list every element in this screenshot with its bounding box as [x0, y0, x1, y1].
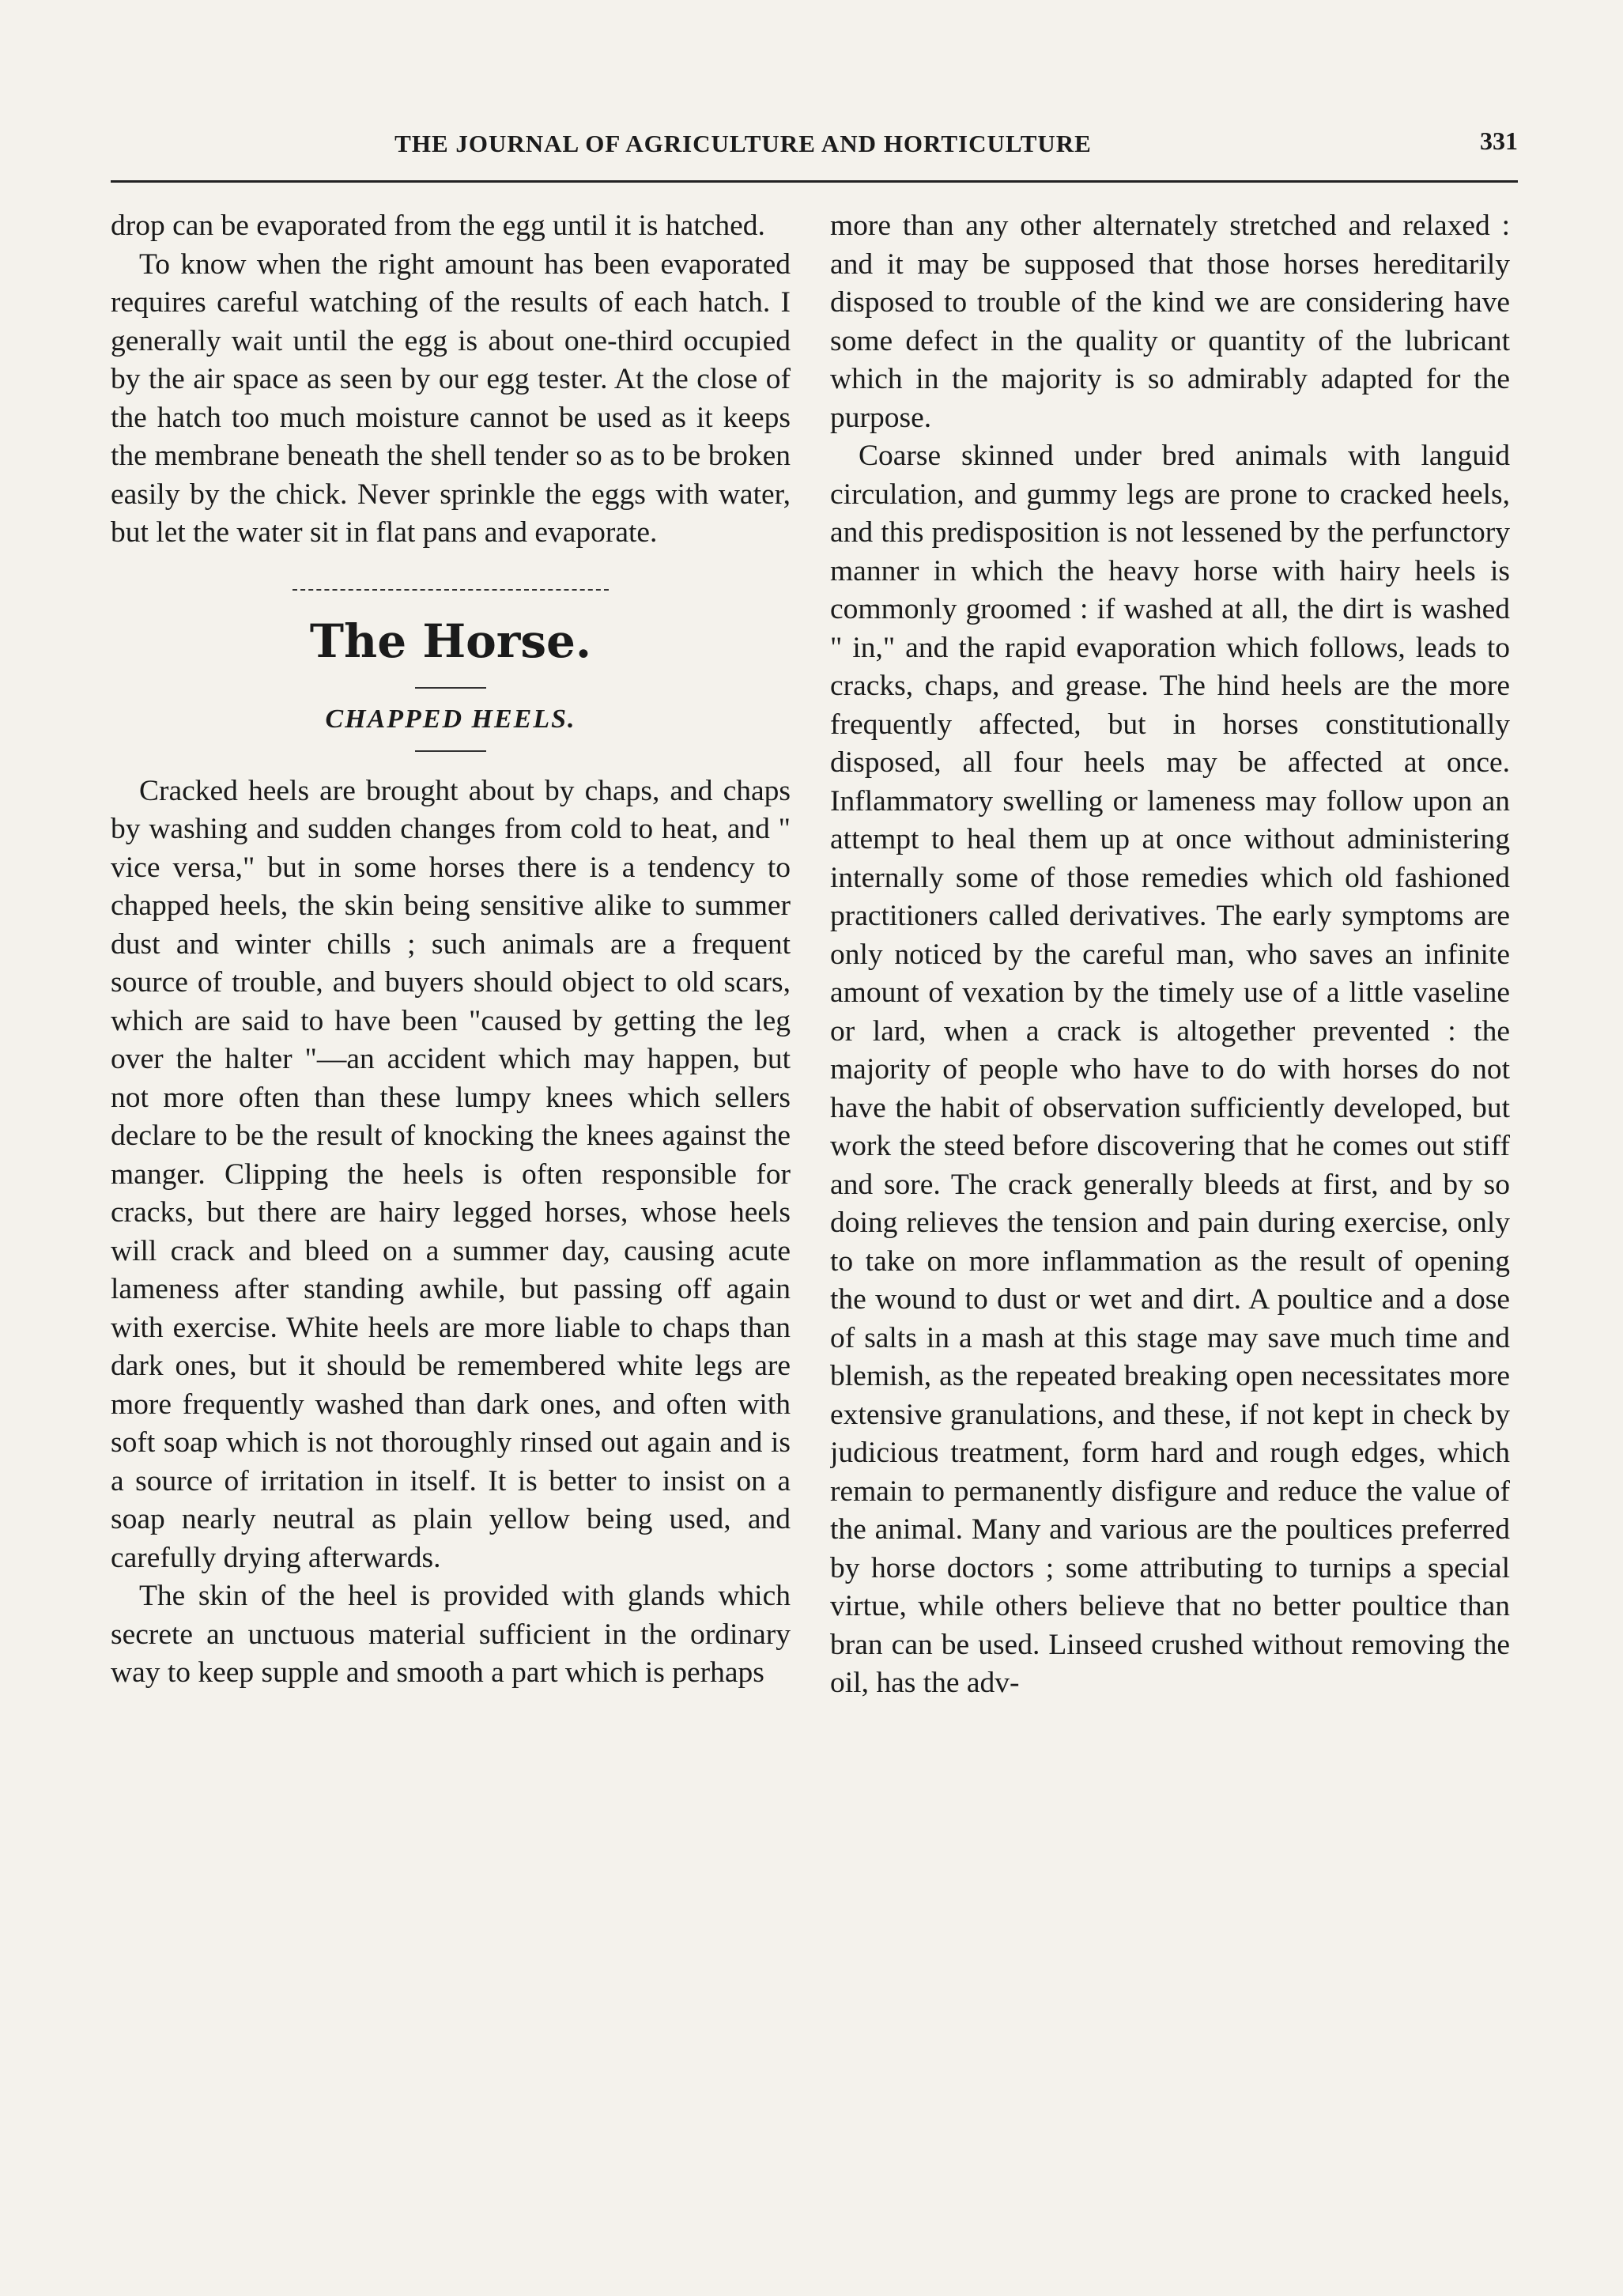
page-number: 331: [1480, 127, 1518, 155]
title-rule: [415, 687, 486, 689]
paragraph: Cracked heels are brought about by chaps, and chaps by washing and sudden changes from cold to heat, and " vice versa," but in some horses there is a tendency to chapped heels, the skin being sensitive alike to summer dust and winter chills ; such animals are a frequent source of trouble, and buyers should object to old scars, which are said to have been "caused by getting the leg over the halter "—an accident which may happen, but not more often than these lumpy knees which sellers declare to be the result of knocking the knees against the manger. Clipping the heels is often responsible for cracks, but there are hairy legged horses, whose heels will crack and bleed on a summer day, causing acute lameness after standing awhile, but passing off again with exercise. White heels are more liable to chaps than dark ones, but it should be remembered white legs are more frequently washed than dark ones, and often with soft soap which is not thoroughly rinsed out again and is a source of irritation in itself. It is better to insist on a soap nearly neutral as plain yellow being used, and carefully drying afterwards.: [111, 774, 791, 1574]
page-header: [111, 125, 1518, 172]
paragraph-continued: more than any other alternately stretched and relaxed : and it may be supposed that those horses hereditarily disposed to trouble of the kind we are considering have some defect in the quality or quantity of the lubricant which in the majority is so admirably adapted for the purpose.: [830, 210, 1510, 434]
section-divider: [293, 589, 609, 591]
running-title: THE JOURNAL OF AGRICULTURE AND HORTICULTURE: [394, 130, 1092, 157]
article-title: CHAPPED HEELS.: [325, 704, 576, 734]
paragraph: Coarse skinned under bred animals with languid circulation, and gummy legs are prone to cracked heels, and this predisposition is not lessened by the perfunctory manner in which the heavy horse with hairy heels is commonly groomed : if washed at all, the dirt is washed " in," and the rapid evaporation which follows, leads to cracks, chaps, and grease. The hind heels are the more frequently affected, but in horses constitutionally disposed, all four heels may be affected at once. Inflammatory swelling or lameness may follow upon an attempt to heal them up at once without administering internally some of those remedies which old fashioned practitioners called derivatives. The early symptoms are only noticed by the careful man, who saves an infinite amount of vexation by the timely use of a little vaseline or lard, when a crack is altogether prevented : the majority of people who have to do with horses do not have the habit of observation sufficiently developed, but work the steed before discovering that he comes out stiff and sore. The crack generally bleeds at first, and by so doing relieves the tension and pain during exercise, only to take on more inflammation as the result of opening the wound to dust or wet and dirt. A poultice and a dose of salts in a mash at this stage may save much time and blemish, as the repeated breaking open necessitates more extensive granulations, and these, if not kept in check by judicious treatment, form hard and rough edges, which remain to permanently disfigure and reduce the value of the animal. Many and various are the poultices preferred by horse doctors ; some attributing to turnips a special virtue, while others believe that no better poultice than bran can be used. Linseed crushed without removing the oil, has the adv-: [830, 440, 1510, 1699]
paragraph-continued: drop can be evaporated from the egg until it is hatched.: [111, 210, 765, 242]
right-column: [830, 207, 1510, 2231]
title-rule: [415, 750, 486, 752]
section-title: The Horse.: [309, 614, 592, 668]
paragraph: The skin of the heel is provided with glands which secrete an unctuous material sufficient in the ordinary way to keep supple and smooth a part which is perhaps: [111, 1580, 791, 1689]
header-rule: [111, 180, 1518, 183]
left-column: [111, 207, 791, 2231]
paragraph: To know when the right amount has been evaporated requires careful watching of the results of each hatch. I generally wait until the egg is about one-third occupied by the air space as seen by our egg tester. At the close of the hatch too much moisture cannot be used as it keeps the membrane beneath the shell tender so as to be broken easily by the chick. Never sprinkle the eggs with water, but let the water sit in flat pans and evaporate.: [111, 247, 791, 549]
